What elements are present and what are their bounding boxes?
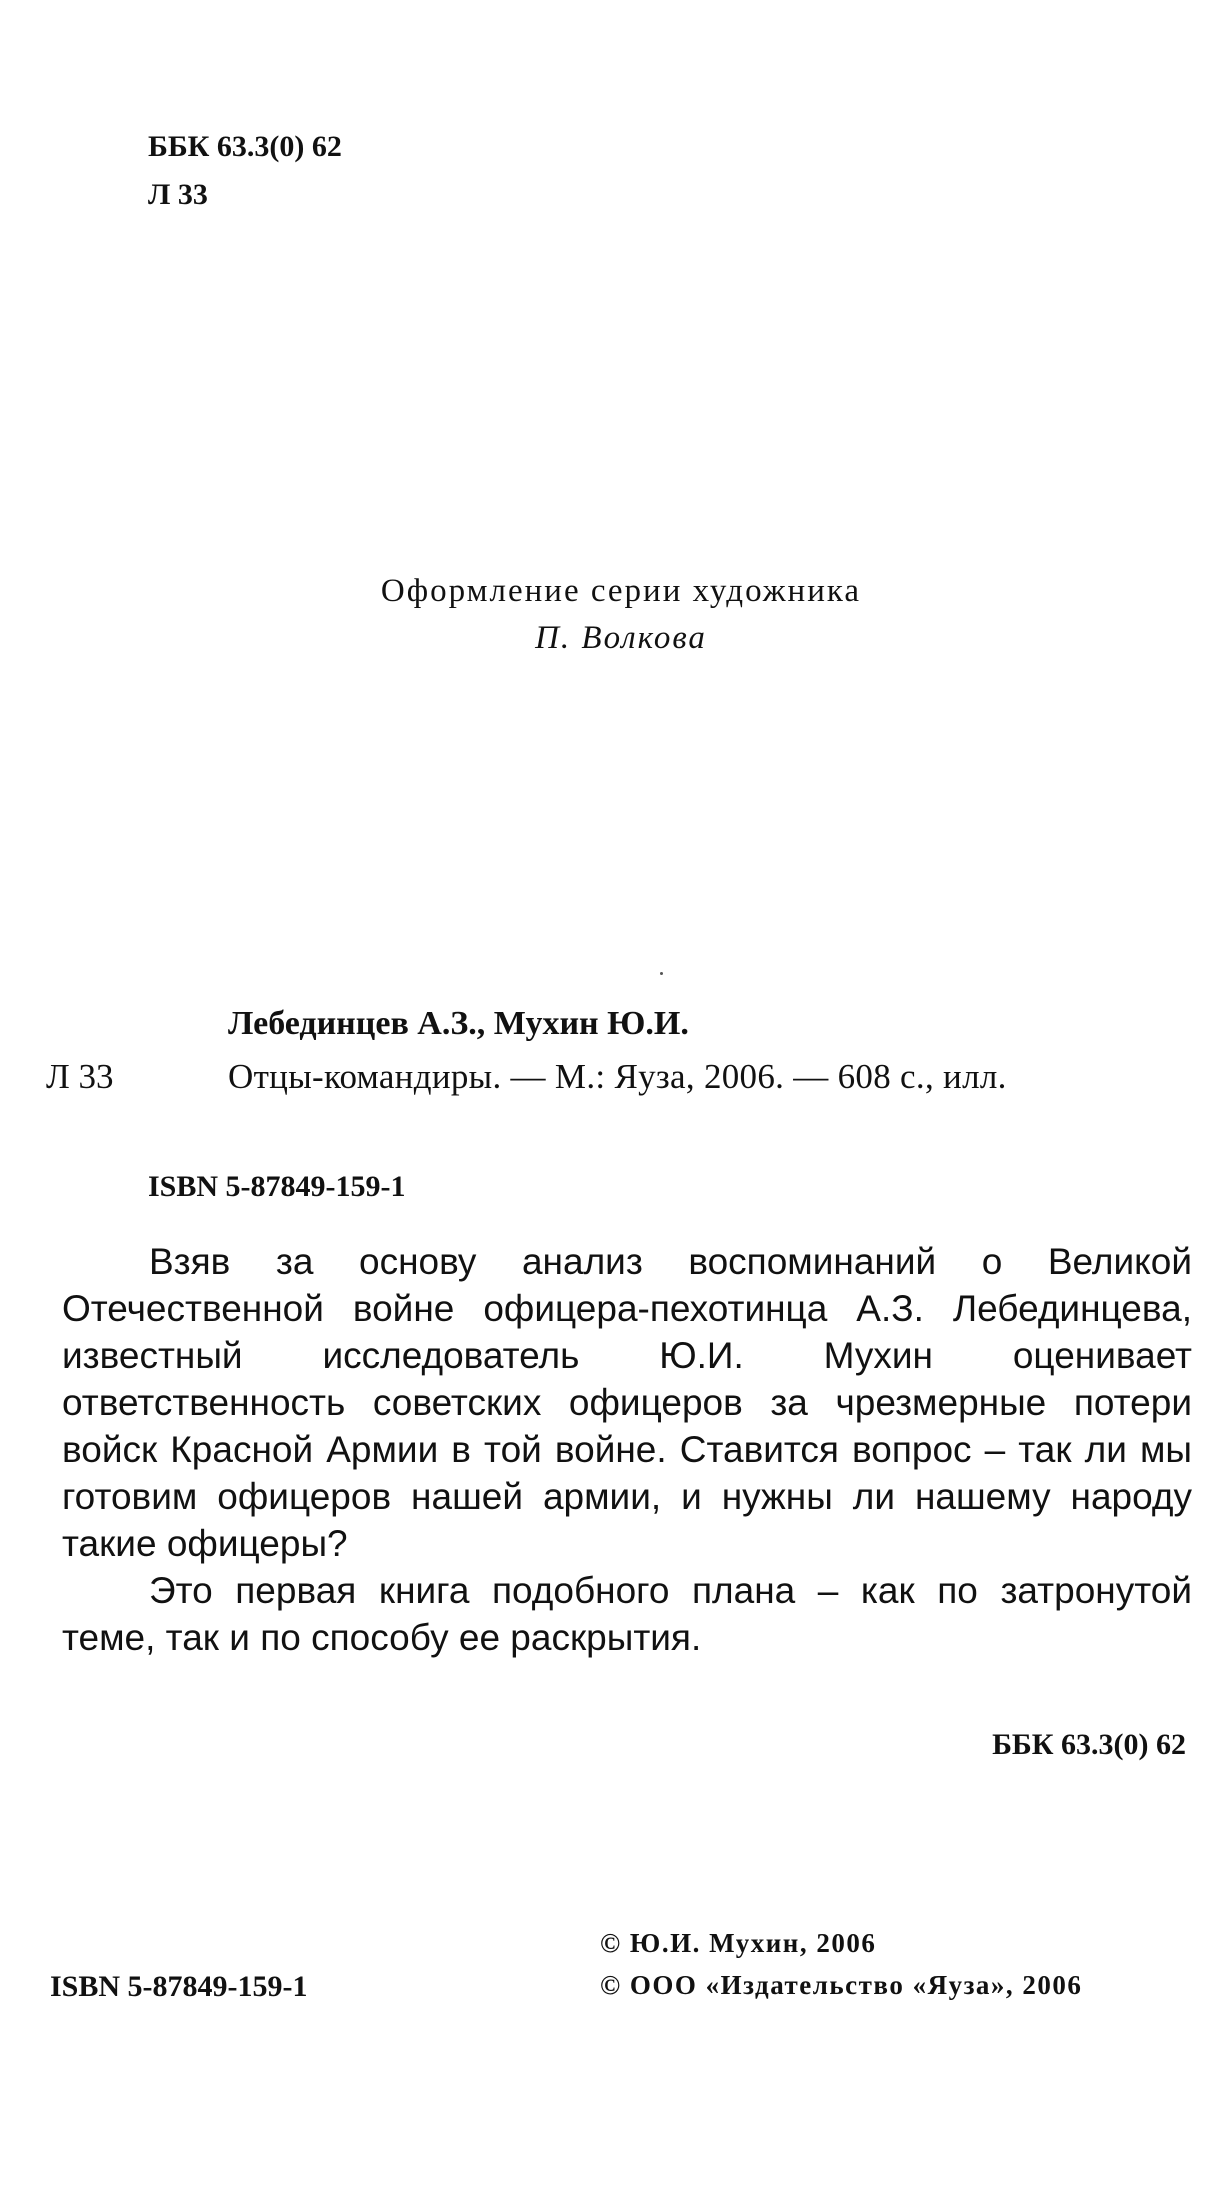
isbn-middle: ISBN 5-87849-159-1 bbox=[148, 1170, 406, 1203]
isbn-bottom: ISBN 5-87849-159-1 bbox=[50, 1970, 308, 2003]
abstract-paragraph-2: Это первая книга подобного плана – как по затронутой теме, так и по способу ее раскрытия. bbox=[62, 1570, 1192, 1658]
print-speck bbox=[660, 972, 663, 975]
author-mark-top: Л 33 bbox=[148, 178, 208, 211]
authors: Лебединцев А.З., Мухин Ю.И. bbox=[228, 1005, 689, 1042]
copyright-publisher: © ООО «Издательство «Яуза», 2006 bbox=[600, 1970, 1083, 2000]
copyright-author: © Ю.И. Мухин, 2006 bbox=[600, 1928, 877, 1958]
abstract-paragraph-1: Взяв за основу анализ воспоминаний о Великой Отечественной войне офицера-пехотинца А.З. Лебединцева, известный исследователь Ю.И. Мухин оценивает ответственность советских офицеров за чрезмерные потери войск Красной Армии в той войне. Ставится вопрос – так ли мы готовим офицеров нашей армии, и нужны ли нашему народу такие офицеры? bbox=[62, 1241, 1192, 1564]
bibliographic-citation: Отцы-командиры. — М.: Яуза, 2006. — 608 с., илл. bbox=[228, 1057, 1007, 1096]
design-credit-line: Оформление серии художника bbox=[380, 573, 862, 609]
designer-name: П. Волкова bbox=[535, 620, 707, 656]
bbk-code-bottom: ББК 63.3(0) 62 bbox=[992, 1728, 1186, 1761]
author-mark-side: Л 33 bbox=[46, 1057, 114, 1096]
bbk-code-top: ББК 63.3(0) 62 bbox=[148, 130, 342, 163]
abstract bbox=[62, 1238, 1192, 1661]
